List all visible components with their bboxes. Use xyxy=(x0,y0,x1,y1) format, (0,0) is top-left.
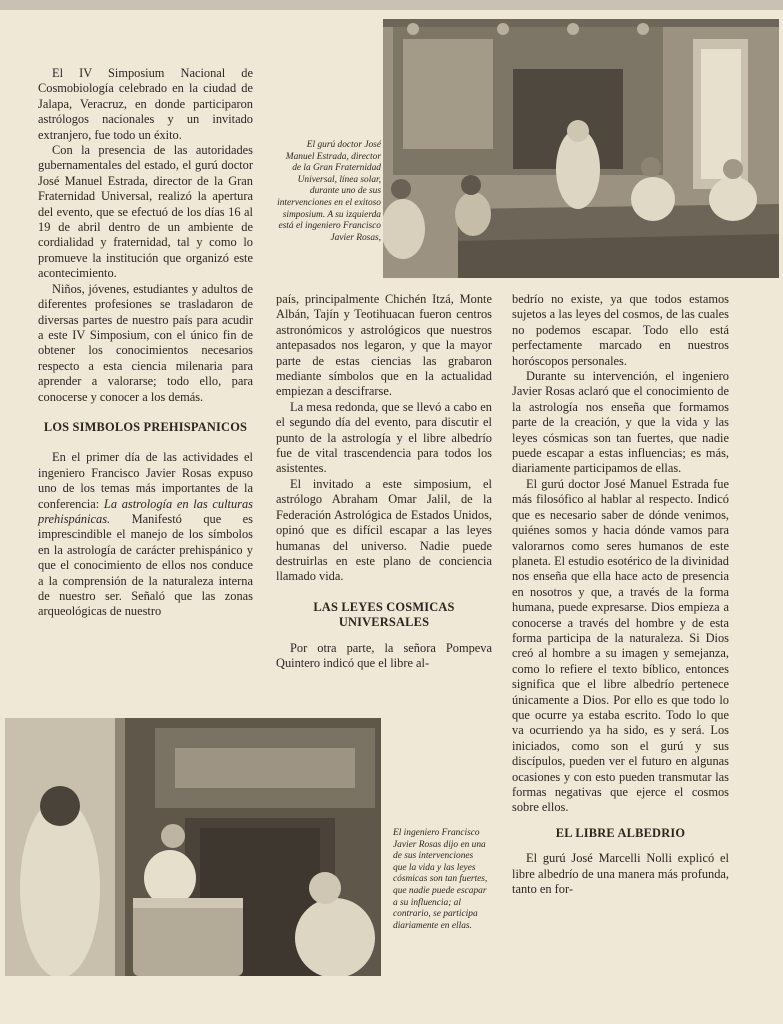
paragraph-albedrio: bedrío no existe, ya que todos estamos sujetos a las leyes del cosmos, de las cuales no podemos escapar. Todo ello está perfectamente marcado en nuestros horóscopos personales. xyxy=(512,292,729,368)
heading-libre-albedrio: EL LIBRE ALBEDRIO xyxy=(555,825,686,840)
caption-bottom-photo: El ingeniero Francisco Javier Rosas dijo en una de sus intervenciones que la vida y las leyes cósmicas son tan fuertes, que nadie puede escapar a su influencia; al contrario, se participa diariamente en ellas. xyxy=(393,828,488,931)
paragraph-estrada: El gurú doctor José Manuel Estrada fue más filosófico al hablar al respecto. Indicó que es necesario saber de dónde venimos, quiénes somos y hacia dónde vamos para valorarnos como seres humanos de este planeta. El estudio esotérico de la divinidad nos enseña que ella hace acto de presencia en nosotros y que, a través de la forma humana, puede expresarse. Dios empieza a conocerse a través del hombre y de esta forma participa de la naturaleza. Si Dios creó al hombre a su imagen y semejanza, como lo refiere el texto bíblico, entonces significa que el libre albedrío pertenece únicamente a Dios. Por ello es que todo lo que ocurre ya estaba escrito. Todo lo que va ocurriendo ya ha sido, es y será. Los iniciados, como son el gurú y sus discípulos, pueden ver el futuro en algunas ocasiones y con esto pueden transmutar las formas negativas que ejerce el cosmos sobre ellos. xyxy=(512,476,729,815)
paragraph-marcelli: El gurú José Marcelli Nolli explicó el libre albedrío de una manera más profunda, tanto en for- xyxy=(512,851,729,897)
photo-speaker-podium-illustration xyxy=(5,718,381,976)
heading-leyes-cosmicas: LAS LEYES COSMICAS UNIVERSALES xyxy=(313,599,455,630)
photo-speaker-podium xyxy=(5,718,381,976)
column-1 xyxy=(38,66,253,620)
paragraph-mesa-redonda: La mesa redonda, que se llevó a cabo en el segundo día del evento, para discutir el punto de la astrología y el libre albedrío fue de vital trascendencia para todos los asistentes. xyxy=(276,399,492,476)
photo-conference-table-illustration xyxy=(383,19,779,278)
paragraph-intro-1: El IV Simposium Nacional de Cosmobiología celebrado en la ciudad de Jalapa, Veracruz, en donde participaron astrólogos nacionales y un invitado extranjero, fue todo un éxito. xyxy=(38,66,253,142)
paragraph-intro-2: Con la presencia de las autoridades gubernamentales del estado, el gurú doctor José Manuel Estrada, director de la Gran Fraternidad Universal, realizó la apertura del evento, que se efectuó de los días 16 al 19 de abril dentro de un ambiente de cordialidad y fraternidad, tal y como lo promueve la institución que organizó este acontecimiento. xyxy=(38,143,253,281)
paragraph-intro-3: Niños, jóvenes, estudiantes y adultos de diferentes profesiones se trasladaron de diversas partes de nuestro país para acudir a este IV Simposium, con el único fin de obtener los conocimientos necesarios respecto a esta ciencia milenaria para aprender a valorarse; todo ello, para conocerse y conocer a los demás. xyxy=(38,281,253,404)
paragraph-pais: país, principalmente Chichén Itzá, Monte Albán, Tajín y Teotihuacan fueron centros astronómicos y astrológicos que nuestros antepasados nos legaron, y que la mayor parte de estas ciencias las grabaron mediante símbolos que en la actualidad empiezan a descifrarse. xyxy=(276,292,492,399)
column-3 xyxy=(512,292,729,897)
paragraph-javier-rosas: Durante su intervención, el ingeniero Javier Rosas aclaró que el conocimiento de la astrología nos enseña que formamos parte de la creación, y que la vida y las leyes cósmicas son tan fuertes, que nadie puede escapar a estas influencias; es más, diariamente participamos de ellas. xyxy=(512,369,729,476)
paragraph-pompeva: Por otra parte, la señora Pompeva Quintero indicó que el libre al- xyxy=(276,640,492,670)
column-2 xyxy=(276,292,492,671)
heading-simbolos-prehispanicos: LOS SIMBOLOS PREHISPANICOS xyxy=(43,419,248,434)
scan-top-edge xyxy=(0,0,783,10)
photo-conference-table xyxy=(383,19,779,278)
paragraph-primer-dia: En el primer día de las actividades el ingeniero Francisco Javier Rosas expuso uno de los temas más importantes de la conferencia: La astrología en las culturas prehispánicas. Manifestó que es imprescindible el manejo de los símbolos en la astrología de carácter prehispánico y que el conocimiento de ellos nos conduce a la comprensión de la naturaleza interna de nuestro ser. Señaló que las zonas arqueológicas de nuestro xyxy=(38,450,254,619)
caption-top-photo: El gurú doctor José Manuel Estrada, director de la Gran Fraternidad Universal, línea solar, durante uno de sus intervenciones en el exitoso simposium. A su izquierda está el ingeniero Francisco Javier Rosas, xyxy=(277,140,381,243)
paragraph-invitado: El invitado a este simposium, el astrólogo Abraham Omar Jalil, de la Federación Astrológica de Estados Unidos, opinó que es difícil escapar a las leyes humanas del universo. Nadie puede destruirlas en este plano de conciencia llamado vida. xyxy=(276,476,492,584)
